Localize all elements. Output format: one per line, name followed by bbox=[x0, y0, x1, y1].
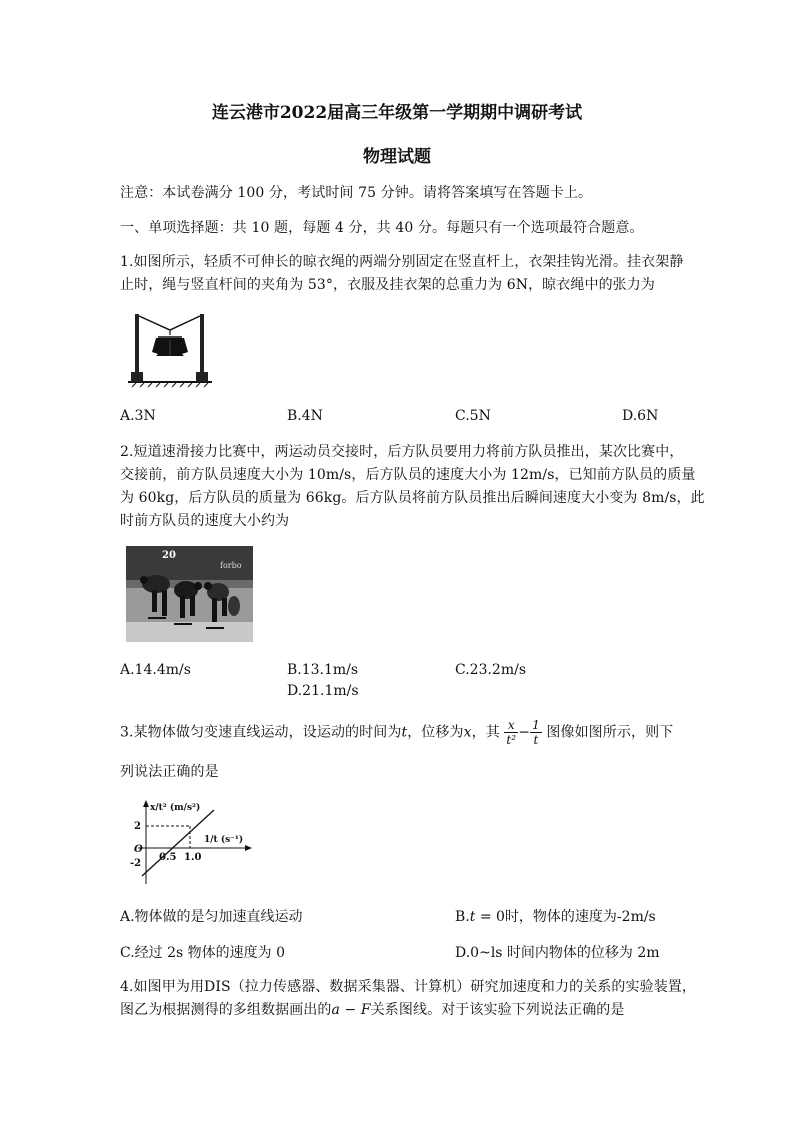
q3-option-c: C.经过 2s 物体的速度为 0 bbox=[120, 945, 286, 961]
q3-var-t: t bbox=[401, 724, 408, 741]
q3-line2: 列说法正确的是 bbox=[120, 764, 219, 780]
q1-option-d: D.6N bbox=[622, 408, 659, 424]
graph-y-tick-neg2: -2 bbox=[130, 858, 142, 869]
q3-fraction-1-over-t: $\frac{1}{t}$ bbox=[532, 718, 540, 747]
speed-skating-photo bbox=[126, 546, 253, 642]
q3-option-b: B.t = 0时，物体的速度为-2m/s bbox=[455, 909, 656, 925]
q3-text-c: ，其 bbox=[471, 724, 500, 741]
q3-line1 bbox=[120, 718, 673, 747]
q3-graph bbox=[128, 798, 252, 884]
photo-banner-number: 20 bbox=[162, 550, 176, 561]
q2-option-a: A.14.4m/s bbox=[120, 662, 191, 678]
q3-text-b: ，位移为 bbox=[407, 724, 464, 741]
q3-minus: − bbox=[518, 724, 531, 741]
q3-fraction-x-over-t2: $\frac{x}{\text{t²}}$ bbox=[506, 718, 517, 747]
page-subtitle: 物理试题 bbox=[363, 147, 431, 167]
q2-line4: 时前方队员的速度大小约为 bbox=[120, 513, 290, 529]
q3-text-d: 图像如图所示，则下 bbox=[546, 724, 674, 741]
graph-x-label: 1/t (s⁻¹) bbox=[204, 835, 244, 845]
q3-var-x: x bbox=[463, 724, 472, 741]
q1-line1: 1.如图所示，轻质不可伸长的晾衣绳的两端分别固定在竖直杆上，衣架挂钩光滑。挂衣架静 bbox=[120, 254, 684, 270]
q4-line1: 4.如图甲为用DIS（拉力传感器、数据采集器、计算机）研究加速度和力的关系的实验装置， bbox=[120, 979, 697, 995]
graph-x-tick-10: 1.0 bbox=[184, 852, 202, 863]
q2-line3: 为 60kg，后方队员的质量为 66kg。后方队员将前方队员推出后瞬间速度大小变为 8m/s，此 bbox=[120, 490, 705, 506]
q3-text-a: 3.某物体做匀变速直线运动，设运动的时间为 bbox=[120, 724, 402, 741]
q1-option-b: B.4N bbox=[287, 408, 323, 424]
section-heading: 一、单项选择题：共 10 题，每题 4 分，共 40 分。每题只有一个选项最符合题意。 bbox=[120, 220, 644, 236]
graph-origin: O bbox=[134, 844, 143, 855]
q3-option-d: D.0~ls 时间内物体的位移为 2m bbox=[455, 945, 660, 961]
graph-y-tick-2: 2 bbox=[134, 821, 141, 832]
q2-option-c: C.23.2m/s bbox=[455, 662, 527, 678]
graph-y-label: x/t² (m/s²) bbox=[150, 803, 201, 813]
graph-x-tick-05: 0.5 bbox=[159, 852, 177, 863]
clothesline-figure bbox=[126, 306, 214, 388]
q3-option-a: A.物体做的是匀加速直线运动 bbox=[120, 909, 303, 925]
photo-banner-text: forbo bbox=[220, 561, 242, 570]
q2-option-d: D.21.1m/s bbox=[287, 683, 359, 699]
q2-option-b: B.13.1m/s bbox=[287, 662, 359, 678]
q1-option-c: C.5N bbox=[455, 408, 491, 424]
notice-text: 注意：本试卷满分 100 分，考试时间 75 分钟。请将答案填写在答题卡上。 bbox=[120, 185, 593, 201]
q1-option-a: A.3N bbox=[120, 408, 156, 424]
q4-line2: 图乙为根据测得的多组数据画出的a − F关系图线。对于该实验下列说法正确的是 bbox=[120, 1002, 625, 1018]
q2-line1: 2.短道速滑接力比赛中，两运动员交接时，后方队员要用力将前方队员推出，某次比赛中， bbox=[120, 444, 684, 460]
q2-line2: 交接前，前方队员速度大小为 10m/s，后方队员的速度大小为 12m/s，已知前方队员的质量 bbox=[120, 467, 696, 483]
q1-line2: 止时，绳与竖直杆间的夹角为 53°，衣服及挂衣架的总重力为 6N，晾衣绳中的张力为 bbox=[120, 277, 655, 293]
page-title: 连云港市2022届高三年级第一学期期中调研考试 bbox=[211, 103, 583, 123]
